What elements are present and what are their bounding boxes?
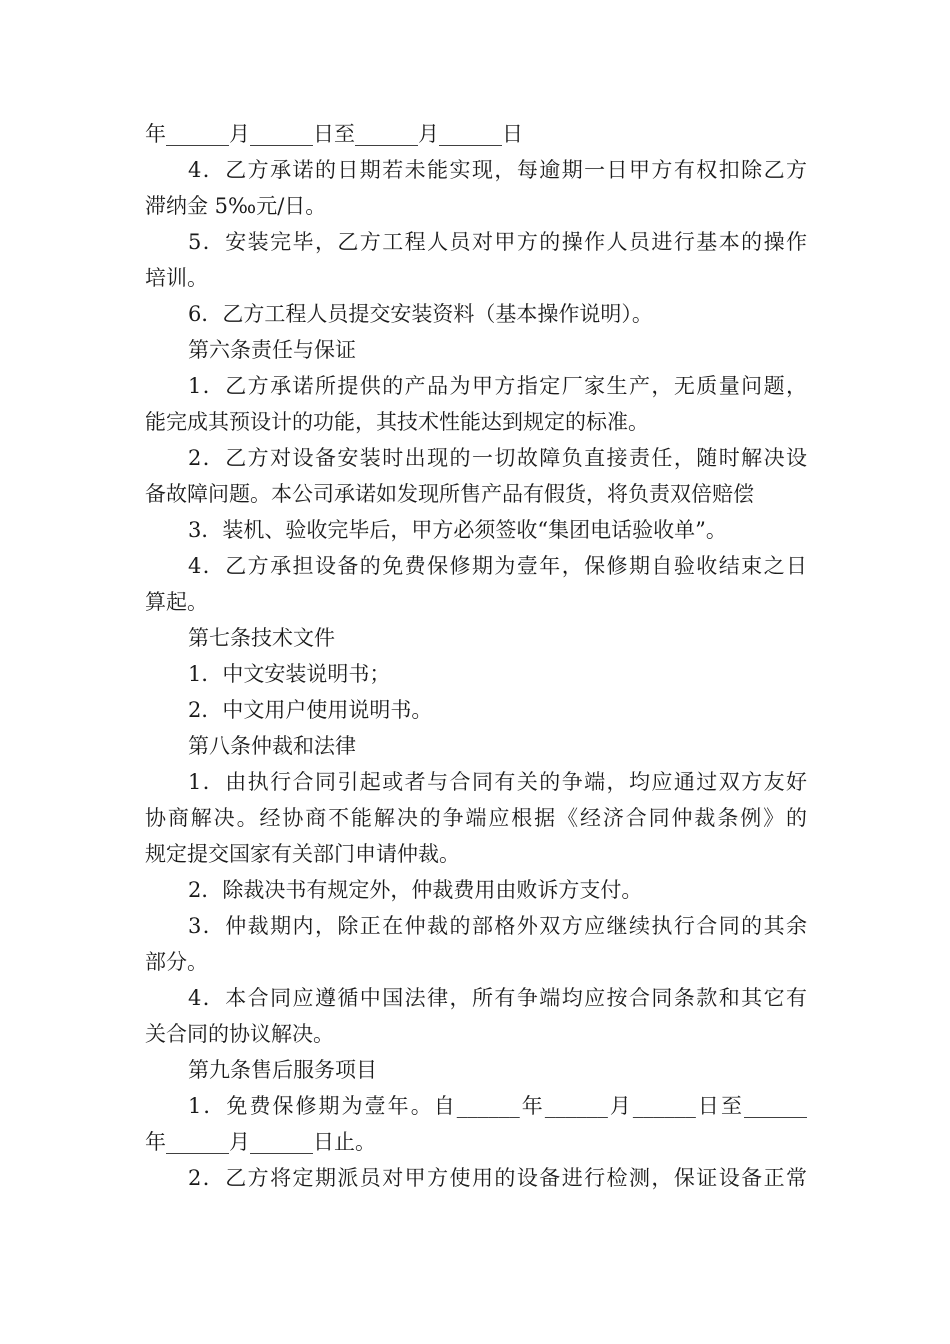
text-line: 1．由执行合同引起或者与合同有关的争端，均应通过双方友好 xyxy=(188,770,807,794)
section-heading: 第七条技术文件 xyxy=(188,626,335,650)
section-heading: 第九条售后服务项目 xyxy=(188,1058,377,1082)
text-line: 规定提交国家有关部门申请仲裁。 xyxy=(145,842,460,866)
text-line: 培训。 xyxy=(145,266,208,290)
text-line: 2．中文用户使用说明书。 xyxy=(188,698,433,722)
text-line: 1．中文安装说明书； xyxy=(188,662,391,686)
text-line: 滞纳金 5‰元/日。 xyxy=(145,194,327,218)
text-line: 1．免费保修期为壹年。自______年______月______日至______ xyxy=(188,1094,807,1118)
text-line: 年______月______日至______月______日 xyxy=(145,122,523,146)
text-line: 4．乙方承诺的日期若未能实现，每逾期一日甲方有权扣除乙方 xyxy=(188,158,807,182)
contract-body xyxy=(145,116,807,1196)
text-line: 2．乙方对设备安装时出现的一切故障负直接责任，随时解决设 xyxy=(188,446,807,470)
text-line: 算起。 xyxy=(145,590,208,614)
text-line: 备故障问题。本公司承诺如发现所售产品有假货，将负责双倍赔偿 xyxy=(145,482,754,506)
text-line: 部分。 xyxy=(145,950,208,974)
text-line: 1．乙方承诺所提供的产品为甲方指定厂家生产，无质量问题， xyxy=(188,374,807,398)
text-line: 4．乙方承担设备的免费保修期为壹年，保修期自验收结束之日 xyxy=(188,554,807,578)
text-line: 3．装机、验收完毕后，甲方必须签收“集团电话验收单”。 xyxy=(188,518,727,542)
text-line: 2．乙方将定期派员对甲方使用的设备进行检测，保证设备正常 xyxy=(188,1166,807,1190)
section-heading: 第六条责任与保证 xyxy=(188,338,356,362)
text-line: 关合同的协议解决。 xyxy=(145,1022,334,1046)
text-line: 6．乙方工程人员提交安装资料（基本操作说明）。 xyxy=(188,302,653,326)
text-line: 4．本合同应遵循中国法律，所有争端均应按合同条款和其它有 xyxy=(188,986,807,1010)
text-line: 年______月______日止。 xyxy=(145,1130,376,1154)
text-line: 能完成其预设计的功能，其技术性能达到规定的标准。 xyxy=(145,410,649,434)
text-line: 2．除裁决书有规定外，仲裁费用由败诉方支付。 xyxy=(188,878,643,902)
text-line: 5．安装完毕，乙方工程人员对甲方的操作人员进行基本的操作 xyxy=(188,230,807,254)
text-line: 协商解决。经协商不能解决的争端应根据《经济合同仲裁条例》的 xyxy=(145,806,807,830)
text-line: 3．仲裁期内，除正在仲裁的部格外双方应继续执行合同的其余 xyxy=(188,914,807,938)
section-heading: 第八条仲裁和法律 xyxy=(188,734,356,758)
